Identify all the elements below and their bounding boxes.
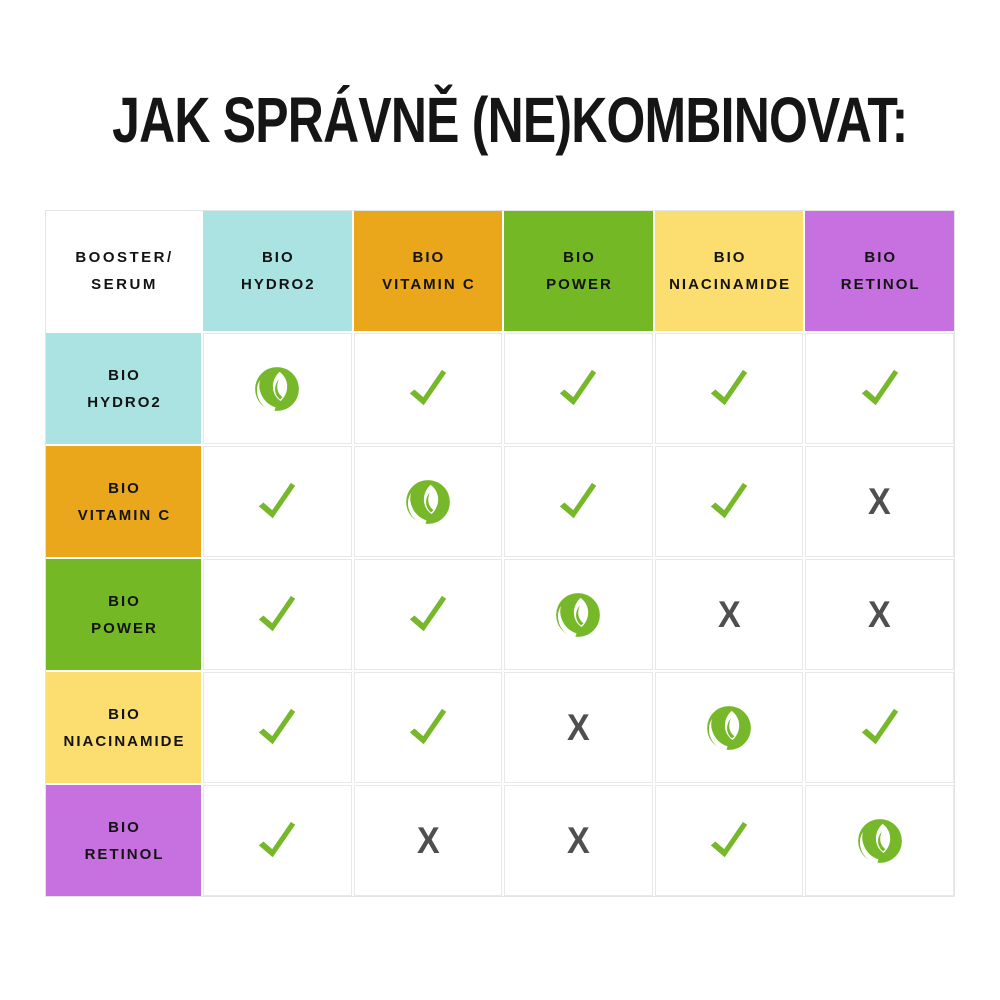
row-header-bio-hydro2 [46,333,201,444]
matrix-cell-bio-niacinamide-x-bio-power [504,672,653,783]
check-icon [405,366,451,412]
label-line: BIO [713,249,747,266]
label-line: HYDRO2 [87,393,162,411]
bio-leaf-logo-icon [403,477,453,527]
matrix-cell-bio-hydro2-x-bio-power [504,333,653,444]
x-icon: X [868,481,892,522]
matrix-cell-bio-retinol-x-bio-hydro2 [203,785,352,896]
check-icon [254,592,300,638]
col-header-bio-power [504,211,653,331]
bio-leaf-logo-icon [855,816,905,866]
check-icon [405,705,451,751]
matrix-cell-bio-retinol-x-bio-vitamin-c [354,785,503,896]
x-icon: X [567,707,590,748]
bio-leaf-logo-icon [252,364,302,414]
matrix-cell-bio-niacinamide-x-bio-hydro2 [203,672,352,783]
x-icon: X [567,820,590,861]
bio-leaf-logo-icon [704,703,754,753]
matrix-cell-bio-power-x-bio-vitamin-c [354,559,503,670]
col-header-bio-vitamin-c [354,211,503,331]
label-line: BIO [563,249,596,266]
matrix-cell-bio-hydro2-x-bio-hydro2 [203,333,352,444]
matrix-cell-bio-retinol-x-bio-retinol [805,785,954,896]
matrix-cell-bio-power-x-bio-niacinamide [655,559,804,670]
row-header-bio-niacinamide [46,672,201,783]
label-line: BIO [108,479,141,497]
label-line: BIO [864,249,898,266]
check-icon [555,479,601,525]
row-header-bio-vitamin-c [46,446,201,557]
check-icon [857,705,903,751]
check-icon [555,366,601,412]
matrix-cell-bio-vitamin-c-x-bio-retinol [805,446,954,557]
x-icon: X [416,820,440,861]
matrix-cell-bio-niacinamide-x-bio-niacinamide [655,672,804,783]
matrix-cell-bio-hydro2-x-bio-retinol [805,333,954,444]
corner-header-line2: SERUM [91,276,158,293]
page-title-text: JAK SPRÁVNĚ (NE)KOMBINOVAT: [112,84,908,156]
matrix-cell-bio-power-x-bio-hydro2 [203,559,352,670]
check-icon [706,366,752,412]
corner-header-booster-serum [46,211,201,331]
x-icon: X [717,594,741,635]
label-line: RETINOL [840,276,921,293]
label-line: BIO [108,818,141,836]
label-line: BIO [108,366,141,384]
row-header-bio-retinol [46,785,201,896]
label-line: RETINOL [84,845,165,863]
matrix-cell-bio-niacinamide-x-bio-vitamin-c [354,672,503,783]
col-header-bio-niacinamide [655,211,804,331]
label-line: BIO [261,249,295,266]
check-icon [254,705,300,751]
matrix-cell-bio-vitamin-c-x-bio-niacinamide [655,446,804,557]
label-line: BIO [108,705,141,723]
label-line: POWER [546,276,613,293]
label-line: NIACINAMIDE [63,732,186,750]
check-icon [857,366,903,412]
label-line: BIO [412,249,446,266]
row-header-bio-power [46,559,201,670]
matrix-cell-bio-retinol-x-bio-power [504,785,653,896]
bio-leaf-logo-icon [553,590,603,640]
label-line: HYDRO2 [241,276,316,293]
matrix-cell-bio-power-x-bio-retinol [805,559,954,670]
check-icon [405,592,451,638]
x-icon: X [868,594,892,635]
label-line: POWER [91,619,158,637]
matrix-cell-bio-vitamin-c-x-bio-power [504,446,653,557]
matrix-cell-bio-hydro2-x-bio-vitamin-c [354,333,503,444]
compatibility-table [45,210,955,897]
page-title [0,84,1000,156]
check-icon [254,818,300,864]
check-icon [706,479,752,525]
label-line: VITAMIN C [382,276,476,293]
matrix-cell-bio-niacinamide-x-bio-retinol [805,672,954,783]
matrix-cell-bio-vitamin-c-x-bio-hydro2 [203,446,352,557]
check-icon [706,818,752,864]
label-line: BIO [108,592,141,610]
check-icon [254,479,300,525]
matrix-cell-bio-retinol-x-bio-niacinamide [655,785,804,896]
label-line: VITAMIN C [77,506,172,524]
col-header-bio-hydro2 [203,211,352,331]
matrix-cell-bio-vitamin-c-x-bio-vitamin-c [354,446,503,557]
corner-header-line1: BOOSTER/ [75,249,174,266]
matrix-cell-bio-power-x-bio-power [504,559,653,670]
col-header-bio-retinol [805,211,954,331]
matrix-cell-bio-hydro2-x-bio-niacinamide [655,333,804,444]
label-line: NIACINAMIDE [669,276,792,293]
